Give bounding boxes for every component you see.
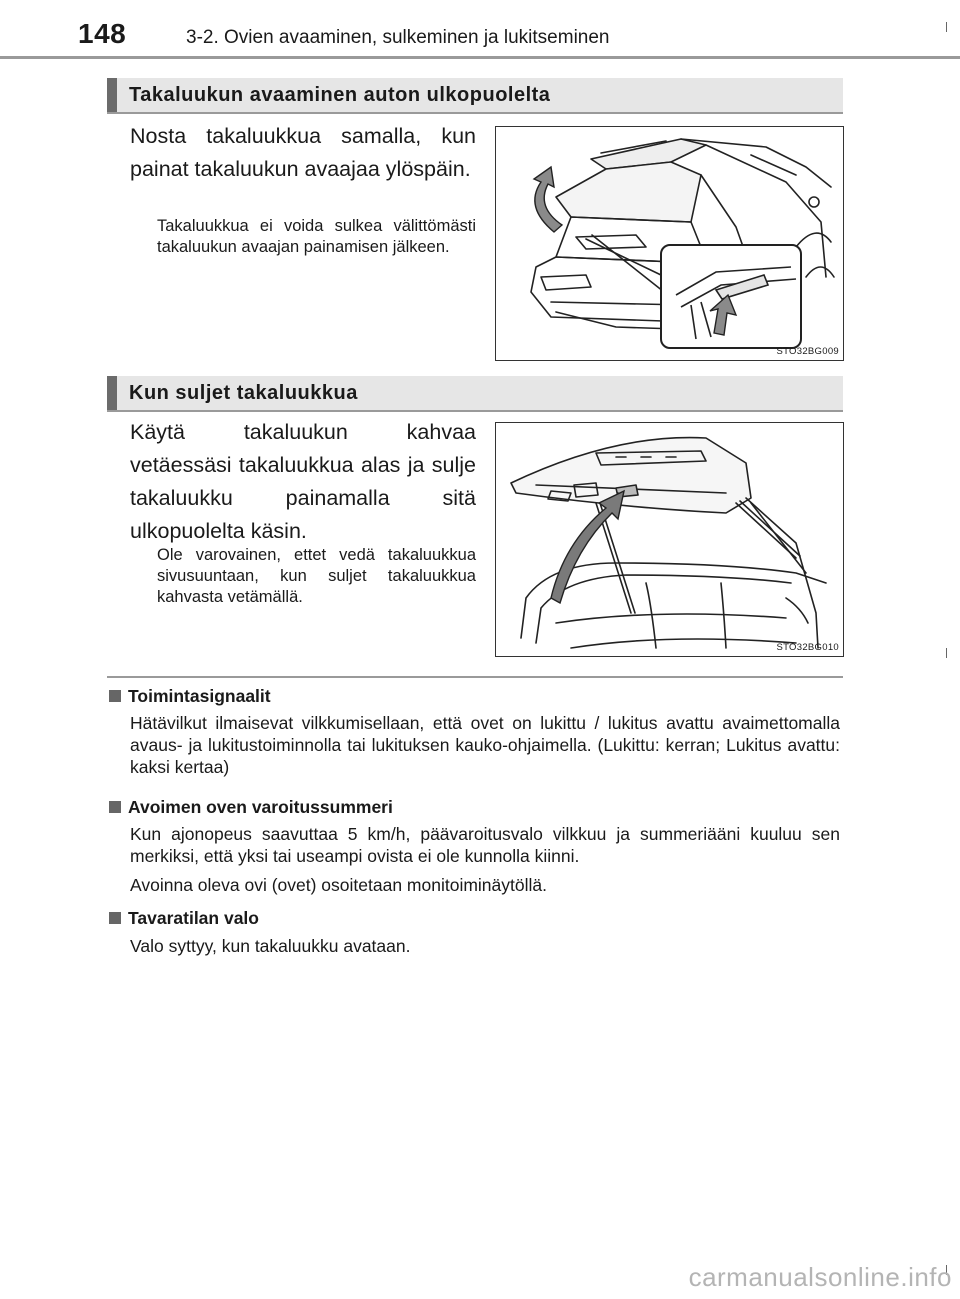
item-heading-signals: Toimintasignaalit <box>109 686 271 707</box>
item-text: Valo syttyy, kun takaluukku avataan. <box>130 936 411 956</box>
chapter-title: 3-2. Ovien avaaminen, sulkeminen ja lukitseminen <box>186 27 610 48</box>
crop-mark <box>946 22 947 32</box>
section-header-closing <box>107 376 843 412</box>
instruction-text: Käytä takaluukun kahvaa vetäessäsi takaluukkua alas ja sulje takaluukku painamalla sitä ulkopuolelta käsin. <box>130 420 476 543</box>
watermark: carmanualsonline.info <box>688 1262 952 1292</box>
section-title: Takaluukun avaaminen auton ulkopuolelta <box>129 84 551 106</box>
bullet-square-icon <box>109 690 121 702</box>
figure-tailgate-close <box>495 422 844 657</box>
bullet-square-icon <box>109 912 121 924</box>
section-marker <box>107 78 117 112</box>
section-marker <box>107 376 117 410</box>
item-heading-door-buzzer: Avoimen oven varoitussummeri <box>109 797 393 818</box>
section-divider <box>107 676 843 678</box>
note-text: Takaluukkua ei voida sulkea välittömästi takaluukun avaajan painamisen jälkeen. <box>157 217 476 256</box>
page-number: 148 <box>78 18 127 49</box>
tailgate-opener-illustration <box>496 127 843 360</box>
instruction-text: Nosta takaluukkua samalla, kun painat takaluukun avaajaa ylöspäin. <box>130 124 476 181</box>
header-rule <box>0 56 960 59</box>
item-text: Avoinna oleva ovi (ovet) osoitetaan monitoiminäytöllä. <box>130 875 547 895</box>
note-text: Ole varovainen, ettet vedä takaluukkua sivusuuntaan, kun suljet takaluukkua kahvasta vetämällä. <box>157 546 476 606</box>
item-heading-trunk-light: Tavaratilan valo <box>109 908 259 929</box>
tailgate-handle-illustration <box>496 423 843 656</box>
bullet-square-icon <box>109 801 121 813</box>
item-text: Kun ajonopeus saavuttaa 5 km/h, päävaroitusvalo vilkkuu ja summeriääni kuuluu sen merkiksi, että yksi tai useampi ovista ei ole kunnolla kiinni. <box>130 824 840 866</box>
section-title: Kun suljet takaluukkua <box>129 382 358 404</box>
figure-tailgate-open <box>495 126 844 361</box>
figure-code: STO32BG010 <box>776 642 839 653</box>
section-header-opening <box>107 78 843 114</box>
crop-mark <box>946 648 947 658</box>
figure-code: STO32BG009 <box>776 346 839 357</box>
item-text: Hätävilkut ilmaisevat vilkkumisellaan, että ovet on lukittu / lukitus avattu avaimettomalla avaus- ja lukitustoiminnolla tai lukituksen kauko-ohjaimella. (Lukittu: kerran; Lukitus avattu: kaksi kertaa) <box>130 713 840 777</box>
